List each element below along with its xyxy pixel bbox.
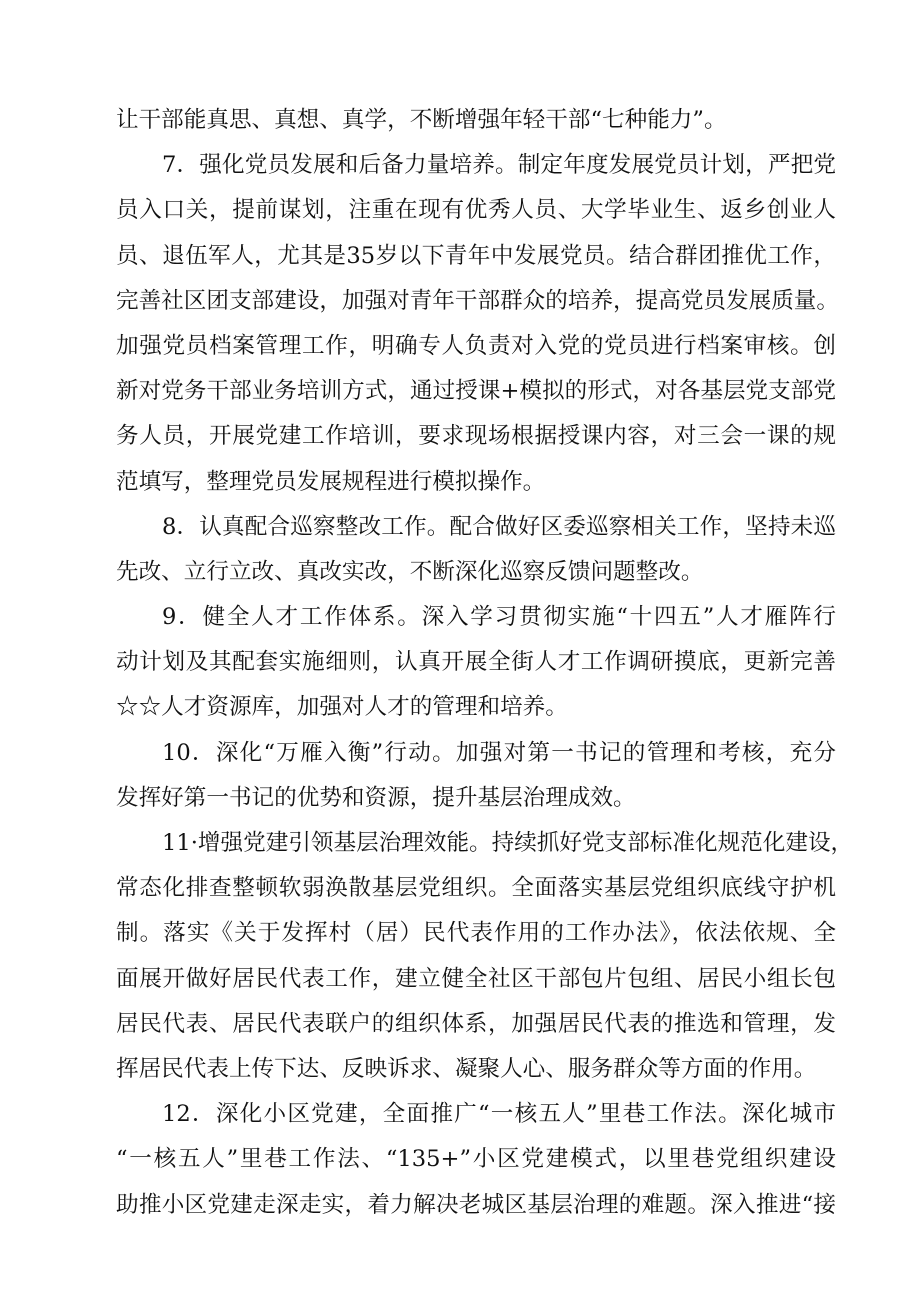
text-line: “一核五人”里巷工作法、“135+”小区党建模式，以里巷党组织建设 [116, 1146, 836, 1173]
text-line: 加强党员档案管理工作，明确专人负责对入党的党员进行档案审核。创 [116, 332, 836, 359]
paragraph-7-line: 7．强化党员发展和后备力量培养。制定年度发展党员计划，严把党 [162, 152, 836, 179]
text-line: 先改、立行立改、真改实改，不断深化巡察反馈问题整改。 [116, 558, 704, 585]
paragraph-12-line: 12．深化小区党建，全面推广“一核五人”里巷工作法。深化城市 [162, 1101, 836, 1128]
text-line: 新对党务干部业务培训方式，通过授课+模拟的形式，对各基层党支部党 [116, 378, 836, 405]
text-line: 务人员，开展党建工作培训，要求现场根据授课内容，对三会一课的规 [116, 423, 836, 450]
text-line: 动计划及其配套实施细则，认真开展全街人才工作调研摸底，更新完善 [116, 649, 836, 676]
text-line: 员、退伍军人，尤其是35岁以下青年中发展党员。结合群团推优工作， [116, 242, 836, 269]
text-line: 完善社区团支部建设，加强对青年干部群众的培养，提高党员发展质量。 [116, 287, 839, 314]
text-line: 范填写，整理党员发展规程进行模拟操作。 [116, 468, 546, 495]
text-line: 助推小区党建走深走实，着力解决老城区基层治理的难题。深入推进“接 [116, 1191, 836, 1218]
text-line: 面展开做好居民代表工作，建立健全社区干部包片包组、居民小组长包 [116, 965, 836, 992]
text-line: 发挥好第一书记的优势和资源，提升基层治理成效。 [116, 784, 636, 811]
paragraph-8-line: 8．认真配合巡察整改工作。配合做好区委巡察相关工作，坚持未巡 [162, 513, 836, 540]
text-line: 制。落实《关于发挥村（居）民代表作用的工作办法》，依法依规、全 [116, 920, 836, 947]
text-line: 居民代表、居民代表联户的组织体系，加强居民代表的推选和管理，发 [116, 1010, 836, 1037]
text-line: 常态化排查整顿软弱涣散基层党组织。全面落实基层党组织底线守护机 [116, 875, 836, 902]
text-line: 让干部能真思、真想、真学，不断增强年轻干部“七种能力”。 [116, 107, 727, 133]
text-line: ☆☆人才资源库，加强对人才的管理和培养。 [116, 694, 568, 721]
paragraph-11-line: 11·增强党建引领基层治理效能。持续抓好党支部标准化规范化建设， [162, 830, 854, 856]
paragraph-9-line: 9．健全人才工作体系。深入学习贯彻实施“十四五”人才雁阵行 [162, 604, 836, 631]
text-line: 挥居民代表上传下达、反映诉求、凝聚人心、服务群众等方面的作用。 [116, 1055, 817, 1082]
text-line: 员入口关，提前谋划，注重在现有优秀人员、大学毕业生、返乡创业人 [116, 197, 836, 224]
paragraph-10-line: 10．深化“万雁入衡”行动。加强对第一书记的管理和考核，充分 [162, 739, 836, 766]
document-body [116, 98, 854, 1228]
